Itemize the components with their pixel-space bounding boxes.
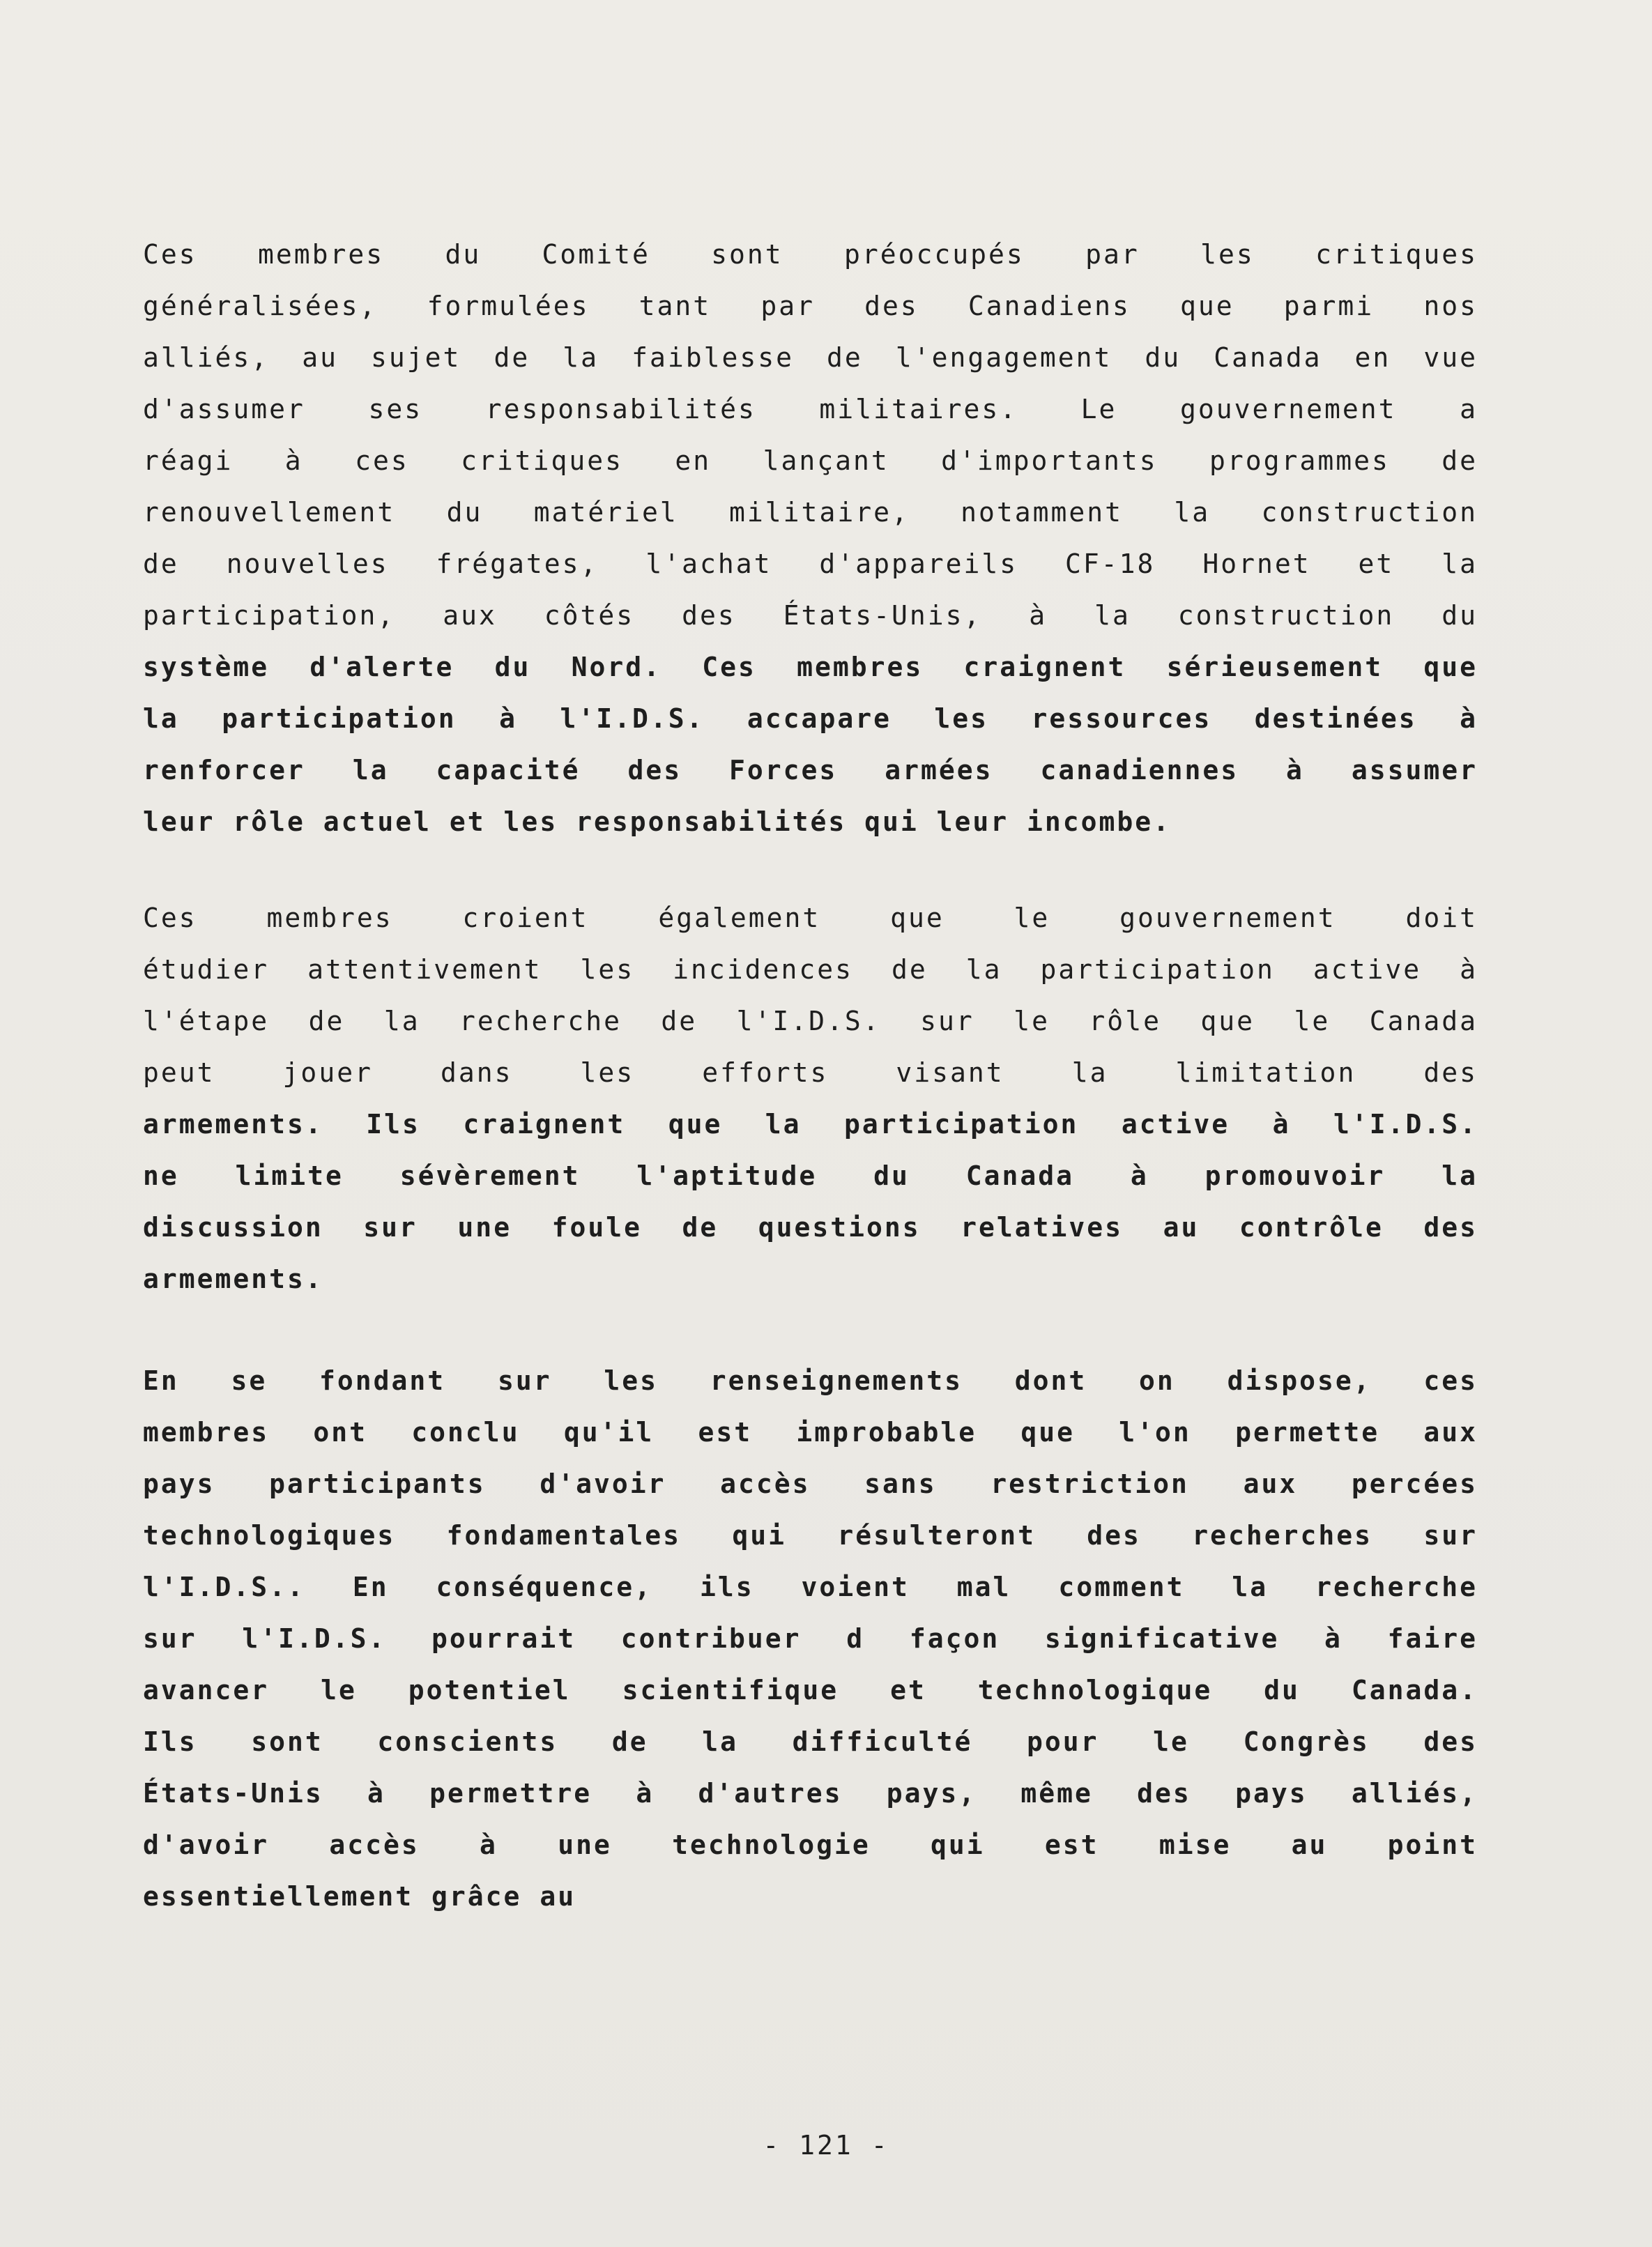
paragraph-line: de nouvelles frégates, l'achat d'appareils CF-18 Hornet et la	[143, 549, 1478, 579]
paragraph-line: membres ont conclu qu'il est improbable que l'on permette aux	[143, 1417, 1478, 1448]
paragraph-line: peut jouer dans les efforts visant la limitation des	[143, 1057, 1478, 1088]
paragraph-2	[143, 892, 1478, 1305]
paragraph-line: leur rôle actuel et les responsabilités qui leur incombe.	[143, 806, 1172, 837]
paragraph-line: Ces membres croient également que le gouvernement doit	[143, 903, 1478, 933]
paragraph-line: renouvellement du matériel militaire, notamment la construction	[143, 497, 1478, 528]
paragraph-line: d'assumer ses responsabilités militaires. Le gouvernement a	[143, 394, 1478, 424]
paragraph-line: étudier attentivement les incidences de la participation active à	[143, 954, 1478, 985]
paragraph-line: d'avoir accès à une technologie qui est mise au point	[143, 1830, 1478, 1860]
paragraph-line: l'I.D.S.. En conséquence, ils voient mal comment la recherche	[143, 1572, 1478, 1602]
page-number: - 121 -	[763, 2130, 889, 2161]
paragraph-line: États-Unis à permettre à d'autres pays, même des pays alliés,	[143, 1778, 1478, 1809]
paragraph-line: Ces membres du Comité sont préoccupés par les critiques	[143, 239, 1478, 270]
paragraph-line: discussion sur une foule de questions relatives au contrôle des	[143, 1212, 1478, 1243]
paragraph-line: avancer le potentiel scientifique et technologique du Canada.	[143, 1675, 1478, 1705]
paragraph-3	[143, 1355, 1478, 1922]
paragraph-line: participation, aux côtés des États-Unis, à la construction du	[143, 600, 1478, 631]
paragraph-line: sur l'I.D.S. pourrait contribuer d façon significative à faire	[143, 1623, 1478, 1654]
paragraph-line: technologiques fondamentales qui résulteront des recherches sur	[143, 1520, 1478, 1551]
paragraph-line: l'étape de la recherche de l'I.D.S. sur le rôle que le Canada	[143, 1006, 1478, 1036]
paragraph-line: pays participants d'avoir accès sans restriction aux percées	[143, 1468, 1478, 1499]
paragraph-line: Ils sont conscients de la difficulté pour le Congrès des	[143, 1726, 1478, 1757]
paragraph-line: renforcer la capacité des Forces armées canadiennes à assumer	[143, 755, 1478, 785]
paragraph-line: armements.	[143, 1264, 323, 1294]
paragraph-line: ne limite sévèrement l'aptitude du Canada à promouvoir la	[143, 1160, 1478, 1191]
paragraph-line: armements. Ils craignent que la participation active à l'I.D.S.	[143, 1109, 1478, 1140]
paragraph-line: essentiellement grâce au	[143, 1881, 576, 1912]
paragraph-line: alliés, au sujet de la faiblesse de l'engagement du Canada en vue	[143, 342, 1478, 373]
paragraph-line: généralisées, formulées tant par des Canadiens que parmi nos	[143, 291, 1478, 321]
paragraph-line: En se fondant sur les renseignements dont on dispose, ces	[143, 1365, 1478, 1396]
paragraph-1	[143, 229, 1478, 848]
paragraph-line: la participation à l'I.D.S. accapare les ressources destinées à	[143, 703, 1478, 734]
paragraph-line: réagi à ces critiques en lançant d'importants programmes de	[143, 445, 1478, 476]
paragraph-line: système d'alerte du Nord. Ces membres craignent sérieusement que	[143, 652, 1478, 682]
